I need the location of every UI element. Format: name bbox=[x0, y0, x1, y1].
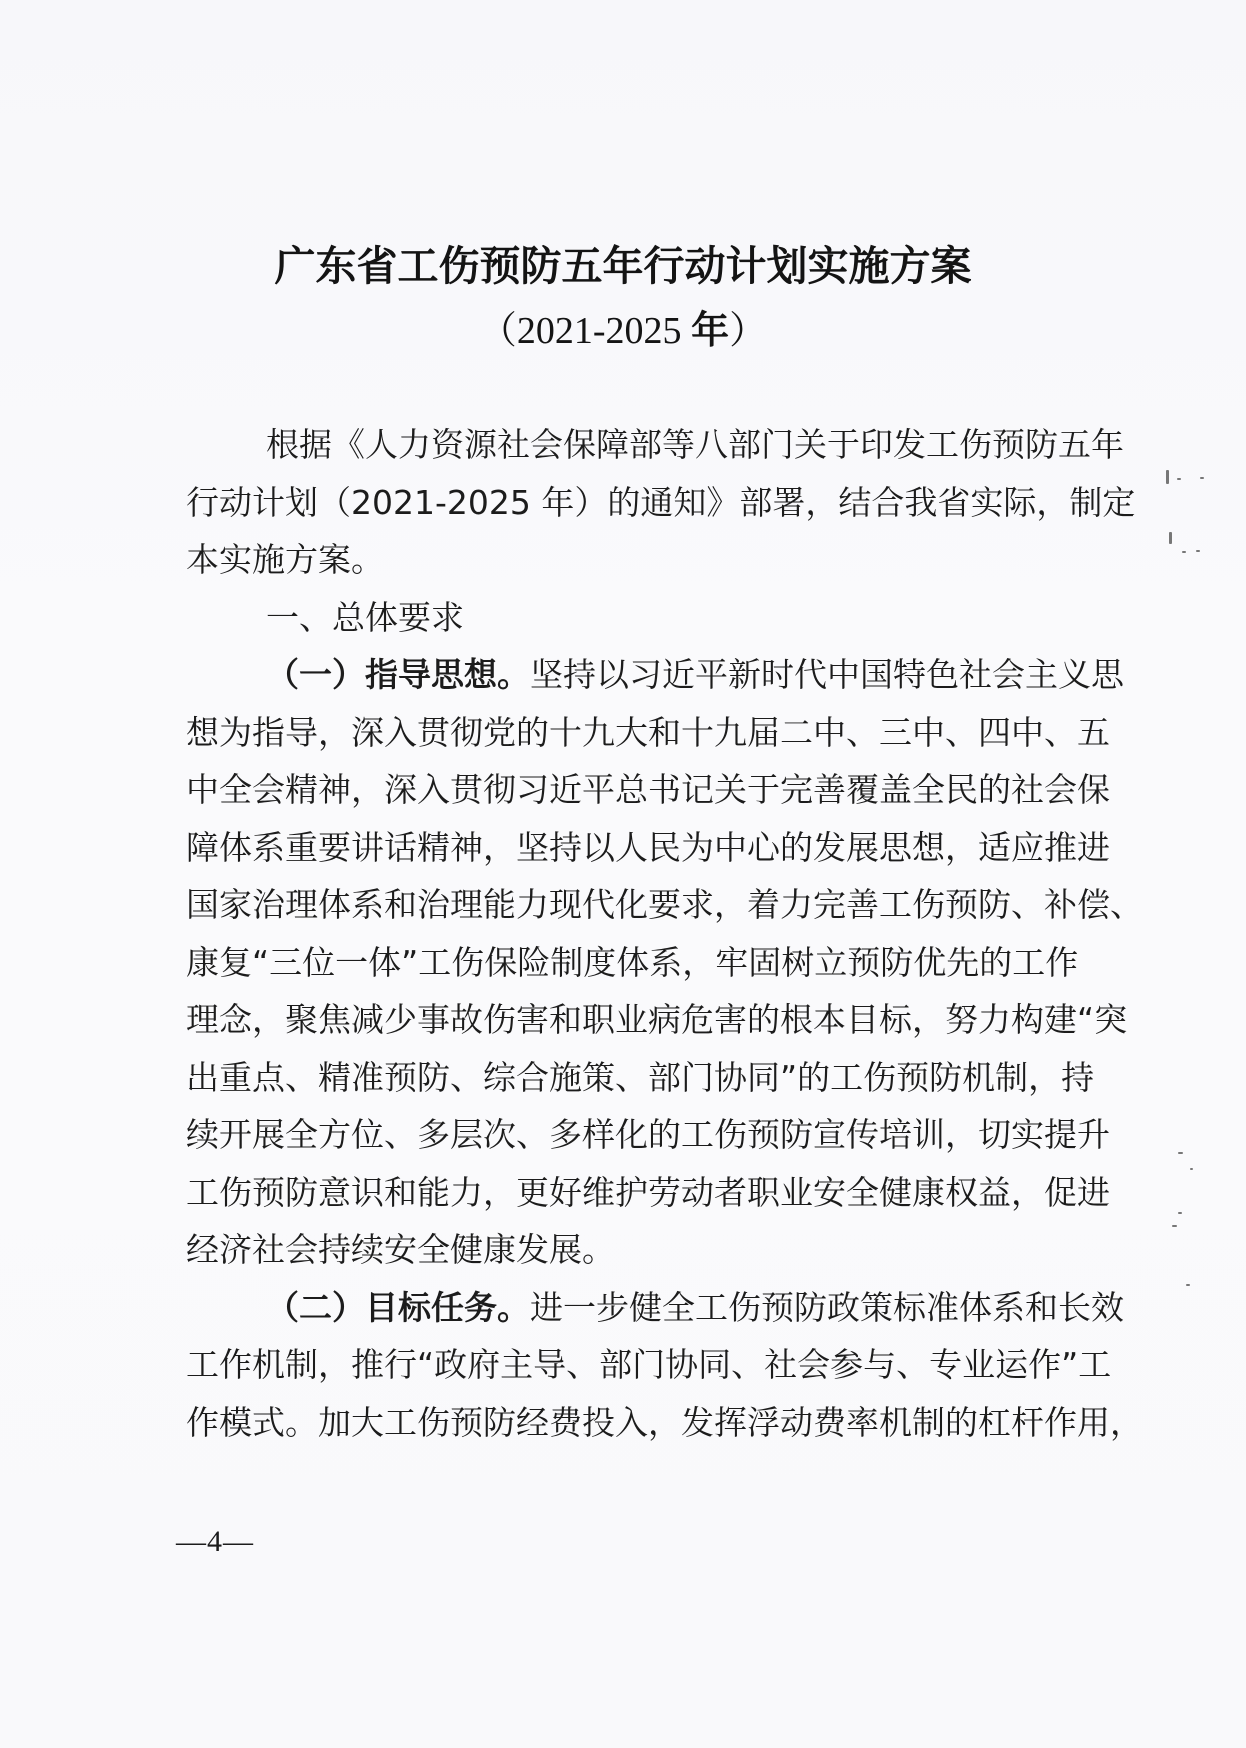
paragraph-line: 理念，聚焦减少事故伤害和职业病危害的根本目标，努力构建“突 bbox=[186, 1000, 1128, 1039]
item-text: 进一步健全工伤预防政策标准体系和长效 bbox=[530, 1287, 1124, 1327]
paragraph-line: 作模式。加大工伤预防经费投入，发挥浮动费率机制的杠杆作用， bbox=[186, 1402, 1143, 1442]
intro-line: 根据《人力资源社会保障部等八部门关于印发工伤预防五年 bbox=[266, 425, 1124, 464]
paragraph-line: 出重点、精准预防、综合施策、部门协同”的工伤预防机制，持 bbox=[186, 1057, 1095, 1097]
paragraph-line: 障体系重要讲话精神，坚持以人民为中心的发展思想，适应推进 bbox=[186, 827, 1110, 867]
scan-speck bbox=[1190, 1168, 1193, 1170]
paragraph-line: 工伤预防意识和能力，更好维护劳动者职业安全健康权益，促进 bbox=[186, 1172, 1110, 1212]
scan-speck bbox=[1177, 478, 1181, 480]
scan-speck bbox=[1200, 477, 1204, 479]
intro-paragraph bbox=[186, 416, 1136, 589]
paragraph-guiding-ideology bbox=[186, 646, 1143, 1279]
document-body bbox=[186, 416, 1143, 1451]
scan-speck bbox=[1169, 532, 1172, 544]
section-heading-overall-requirements: 一、总体要求 bbox=[266, 597, 464, 637]
paragraph-first-line bbox=[186, 1279, 1124, 1337]
paragraph-goals-tasks bbox=[186, 1279, 1143, 1452]
scan-speck bbox=[1178, 1212, 1182, 1214]
page-number: —4— bbox=[176, 1525, 254, 1558]
scan-speck bbox=[1182, 551, 1186, 553]
paragraph-line: 工作机制，推行“政府主导、部门协同、社会参与、专业运作”工 bbox=[186, 1345, 1112, 1384]
paragraph-line: 经济社会持续安全健康发展。 bbox=[186, 1230, 615, 1269]
subtitle-year-char: 年 bbox=[691, 307, 730, 352]
item-label-guiding-ideology: （一）指导思想。 bbox=[266, 655, 530, 694]
item-label-goals-tasks: （二）目标任务。 bbox=[266, 1287, 530, 1327]
paragraph-line: 康复“三位一体”工伤保险制度体系，牢固树立预防优先的工作 bbox=[186, 942, 1079, 982]
paragraph-line: 想为指导，深入贯彻党的十九大和十九届二中、三中、四中、五 bbox=[186, 712, 1110, 752]
intro-line: 本实施方案。 bbox=[186, 540, 384, 579]
subtitle-close-paren: ） bbox=[729, 310, 768, 352]
item-text: 坚持以习近平新时代中国特色社会主义思 bbox=[530, 655, 1124, 694]
scan-speck bbox=[1178, 1152, 1183, 1154]
subtitle-open-paren: （ bbox=[478, 310, 517, 352]
scan-speck bbox=[1196, 550, 1200, 552]
document-subtitle bbox=[0, 304, 1246, 357]
intro-line: 行动计划（2021-2025 年）的通知》部署，结合我省实际，制定 bbox=[186, 482, 1136, 522]
scan-speck bbox=[1172, 1225, 1177, 1227]
paragraph-line: 中全会精神，深入贯彻习近平总书记关于完善覆盖全民的社会保 bbox=[186, 770, 1110, 809]
paragraph-line: 续开展全方位、多层次、多样化的工伤预防宣传培训，切实提升 bbox=[186, 1115, 1110, 1154]
subtitle-years: 2021-2025 bbox=[516, 310, 682, 352]
paragraph-first-line bbox=[186, 646, 1124, 704]
scan-speck bbox=[1166, 470, 1169, 484]
scan-speck bbox=[1186, 1284, 1190, 1286]
document-title: 广东省工伤预防五年行动计划实施方案 bbox=[274, 242, 972, 290]
paragraph-line: 国家治理体系和治理能力现代化要求，着力完善工伤预防、补偿、 bbox=[186, 885, 1143, 924]
